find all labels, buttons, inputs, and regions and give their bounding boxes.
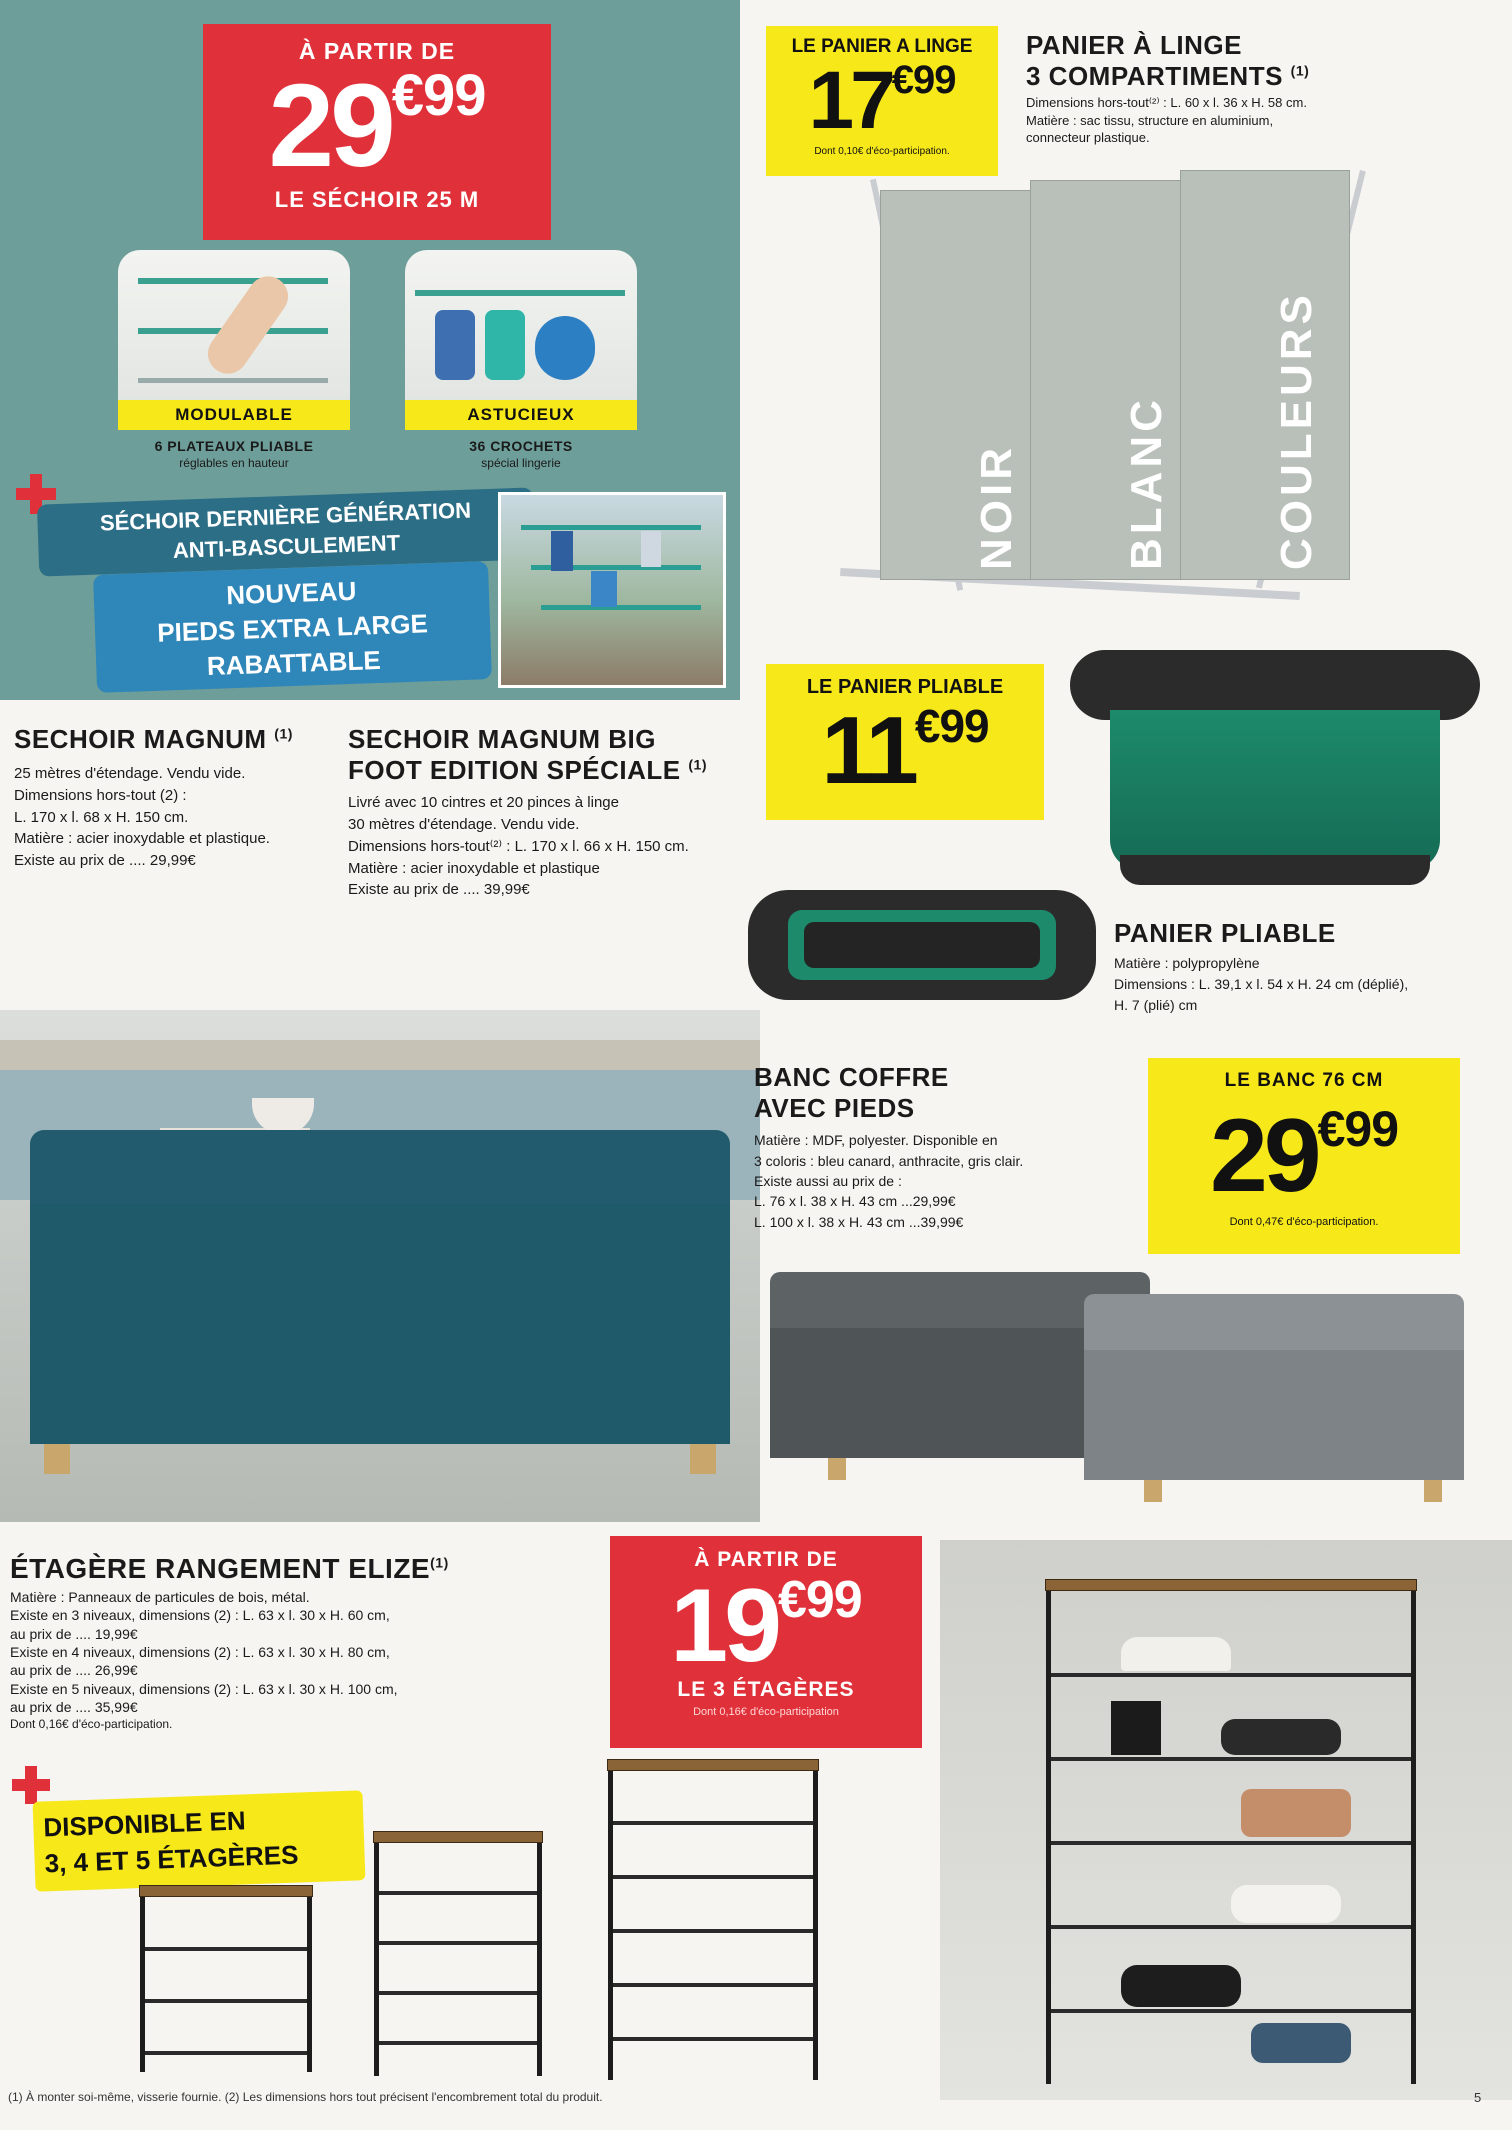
magnum-title-sup: (1) [274,725,293,742]
etagere-price-box [610,1536,922,1748]
magnum-title-text: SECHOIR MAGNUM [14,724,267,754]
bigfoot-desc [348,724,748,901]
panier-linge-line: Dimensions hors-tout⁽²⁾ : L. 60 x l. 36 x H. 58 cm. [1026,95,1307,111]
magnum-lines [14,763,334,872]
footer-note: (1) À monter soi-même, visserie fournie. (2) Les dimensions hors tout précisent l'encombrement total du produit. [8,2090,603,2104]
modulable-title: 6 PLATEAUX PLIABLE [154,438,314,454]
banc-title2: AVEC PIEDS [754,1093,915,1124]
sechoir-rack-photo [498,492,726,688]
banc-gris-clair [1084,1294,1464,1514]
astucieux-sub: spécial lingerie [481,456,561,470]
bigfoot-line: Livré avec 10 cintres et 20 pinces à linge [348,794,619,812]
panier-pliable-photo-open [1070,650,1480,900]
etagere-title-text: ÉTAGÈRE RANGEMENT ELIZE [10,1553,431,1584]
banc-line: L. 76 x l. 38 x H. 43 cm ...29,99€ [754,1193,956,1210]
etagere-price [610,1568,922,1684]
panier-linge-price-box [766,26,998,176]
etagere-title-sup: (1) [430,1554,449,1571]
banc-line: 3 coloris : bleu canard, anthracite, gris clair. [754,1152,1024,1169]
astucieux-title: 36 CROCHETS [469,438,573,454]
sechoir-price-cents: €99 [391,63,486,128]
panier-pliable-price-cents: €99 [914,700,989,752]
bigfoot-title-sup: (1) [688,756,707,773]
panier-pliable-price-box [766,664,1044,820]
banc-line: Matière : MDF, polyester. Disponible en [754,1132,998,1149]
etagere-price-int: 19 [670,1568,778,1684]
banc-price-int: 29 [1209,1098,1318,1214]
nouveau-line2: PIEDS EXTRA LARGE [156,608,429,648]
bigfoot-line: Matière : acier inoxydable et plastique [348,859,600,877]
banc-eco: Dont 0,47€ d'éco-participation. [1229,1216,1379,1228]
banc-desc [754,1062,1114,1232]
panier-linge-title-sup: (1) [1290,62,1310,79]
panier-linge-title2-text: 3 COMPARTIMENTS [1026,61,1283,92]
etagere-line: au prix de .... 19,99€ [10,1625,138,1642]
etagere-line: Existe en 4 niveaux, dimensions (2) : L. 63 x l. 30 x H. 80 cm, [10,1644,390,1660]
panier-linge-line: connecteur plastique. [1026,130,1150,146]
bag-label-couleurs: COULEURS [1272,291,1321,570]
bigfoot-line: Existe au prix de .... 39,99€ [348,881,530,899]
nouveau-line3: RABATTABLE [206,644,382,682]
panier-pliable-line: Dimensions : L. 39,1 x l. 54 x H. 24 cm (déplié), [1114,976,1409,993]
bigfoot-lines [348,792,748,901]
sechoir-price-int: 29 [268,60,392,192]
panier-linge-price-cents: €99 [891,58,956,102]
page-number: 5 [1474,2090,1482,2105]
etagere-lines [10,1588,570,1733]
magnum-line: Matière : acier inoxydable et plastique. [14,830,270,848]
nouveau-banner [93,561,492,693]
panier-pliable-line: Matière : polypropylène [1114,955,1260,972]
sechoir-price [203,60,551,192]
sechoir-price-caption: LE SÉCHOIR 25 M [274,187,480,212]
etagere-line: Dont 0,16€ d'éco-participation. [10,1716,173,1731]
panier-pliable-price-int: 11 [821,697,915,804]
etagere-line: Existe en 5 niveaux, dimensions (2) : L. 63 x l. 30 x H. 100 cm, [10,1680,398,1697]
bigfoot-title2 [348,755,748,786]
etagere-3-niveaux [140,1890,312,2072]
nouveau-line1: NOUVEAU [225,575,357,611]
disponible-line1: DISPONIBLE EN [42,1805,247,1843]
etagere-title [10,1552,570,1586]
magnum-line: Existe au prix de .... 29,99€ [14,852,196,870]
etagere-line: au prix de .... 26,99€ [10,1662,138,1679]
banc-line: L. 100 x l. 38 x H. 43 cm ...39,99€ [754,1213,964,1230]
bigfoot-line: Dimensions hors-tout⁽²⁾ : L. 170 x l. 66 x H. 150 cm. [348,837,689,855]
etagere-chaussures-photo [1046,1584,1416,2084]
disponible-line2: 3, 4 ET 5 ÉTAGÈRES [44,1839,299,1879]
panier-linge-price-label: LE PANIER A LINGE [791,36,973,57]
etagere-price-from: À PARTIR DE [694,1548,838,1571]
etagere-eco: Dont 0,16€ d'éco-participation [693,1706,839,1718]
banc-bleu [30,1130,730,1470]
panier-linge-price-int: 17 [808,55,892,146]
modulable-sub: réglables en hauteur [179,456,289,470]
astucieux-badge: ASTUCIEUX [405,400,637,430]
magnum-line: L. 170 x l. 68 x H. 150 cm. [14,808,189,826]
banc-title1: BANC COFFRE [754,1062,949,1092]
banc-price [1148,1098,1460,1214]
etagere-4-niveaux [374,1836,542,2076]
bigfoot-line: 30 mètres d'étendage. Vendu vide. [348,816,580,834]
panier-linge-photo [840,160,1400,630]
panier-linge-price [766,55,998,146]
panier-pliable-title: PANIER PLIABLE [1114,918,1336,948]
panier-linge-eco: Dont 0,10€ d'éco-participation. [814,146,950,157]
banc-price-cents: €99 [1317,1101,1399,1157]
etagere-5-niveaux [608,1764,818,2080]
modulable-badge: MODULABLE [118,400,350,430]
etagere-line: Matière : Panneaux de particules de bois, métal. [10,1588,310,1605]
panier-pliable-line: H. 7 (plié) cm [1114,997,1198,1014]
etagere-line: Existe en 3 niveaux, dimensions (2) : L. 63 x l. 30 x H. 60 cm, [10,1607,390,1624]
panier-pliable-photo-folded [748,870,1096,1030]
panier-pliable-desc [1114,918,1504,1016]
etagere-price-caption: LE 3 ÉTAGÈRES [677,1678,855,1701]
etagere-price-cents: €99 [777,1571,862,1629]
etagere-line: au prix de .... 35,99€ [10,1699,138,1716]
panier-pliable-price [766,697,1044,804]
banc-line: Existe aussi au prix de : [754,1172,902,1189]
sechoir-price-from: À PARTIR DE [298,38,456,64]
panier-pliable-price-label: LE PANIER PLIABLE [806,676,1004,698]
etagere-desc [10,1552,570,1733]
panier-linge-title1: PANIER À LINGE [1026,30,1242,60]
magnum-desc [14,724,334,872]
banc-price-box [1148,1058,1460,1254]
sechoir-price-box [203,24,551,240]
panier-linge-desc [1026,30,1496,147]
magnum-line: 25 mètres d'étendage. Vendu vide. [14,765,246,783]
anti-basculement-line1: SÉCHOIR DERNIÈRE GÉNÉRATION [99,497,472,536]
magnum-line: Dimensions hors-tout (2) : [14,786,187,804]
bigfoot-title2-text: FOOT EDITION SPÉCIALE [348,755,681,786]
panier-linge-line: Matière : sac tissu, structure en aluminium, [1026,112,1274,128]
plus-icon [12,1766,50,1804]
anti-basculement-line2: ANTI-BASCULEMENT [172,530,401,563]
banc-lines [754,1130,1114,1231]
magnum-title [14,724,334,755]
panier-linge-title2 [1026,61,1496,92]
bigfoot-title1: SECHOIR MAGNUM BIG [348,724,656,754]
bag-label-noir: NOIR [972,444,1021,570]
banc-price-label: LE BANC 76 CM [1224,1070,1384,1091]
disponible-banner [33,1790,366,1891]
bag-label-blanc: BLANC [1122,396,1171,570]
